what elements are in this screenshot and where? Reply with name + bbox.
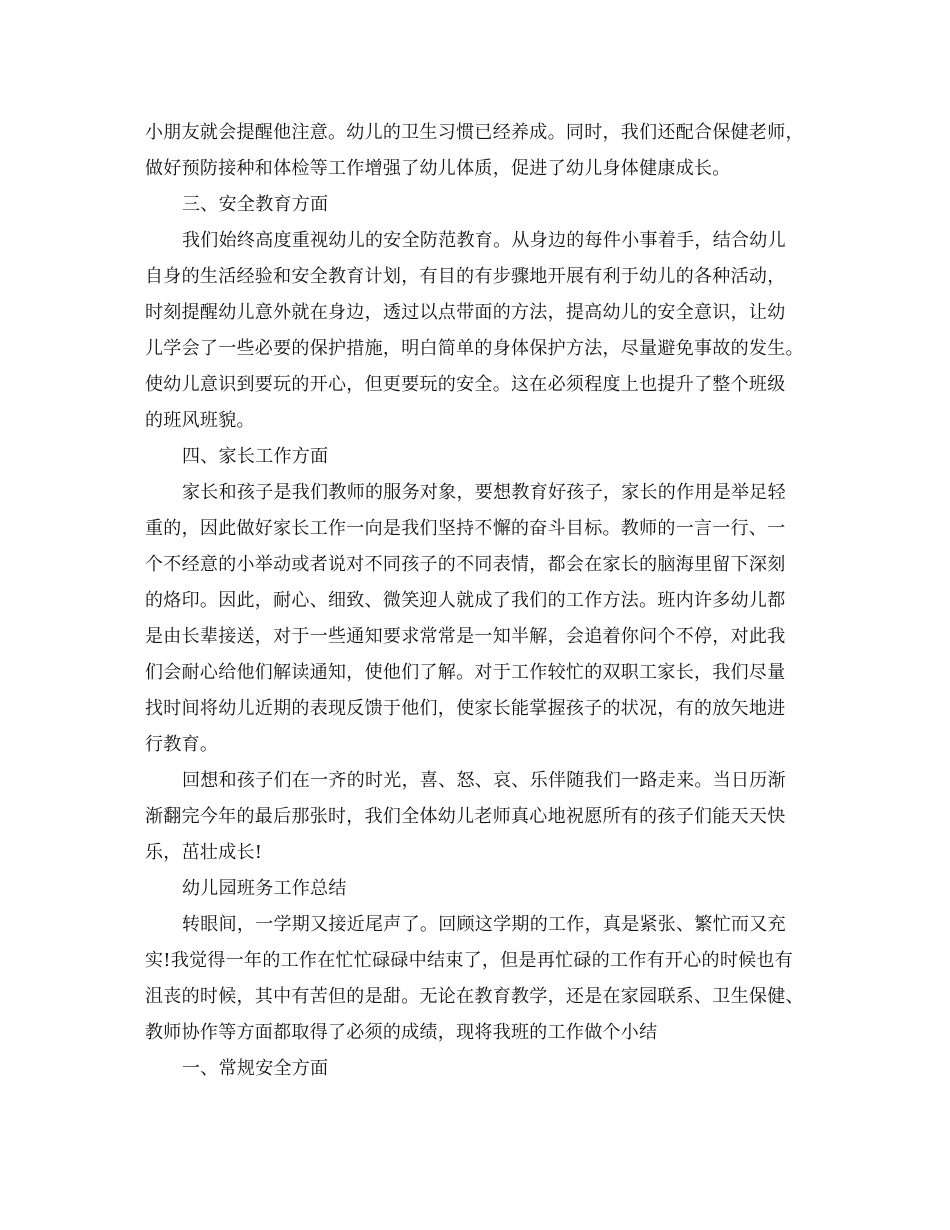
text-line: 重的，因此做好家长工作一向是我们坚持不懈的奋斗目标。教师的一言一行、一 — [145, 518, 786, 539]
text-line: 找时间将幼儿近期的表现反馈于他们，使家长能掌握孩子的状况，有的放矢地进 — [145, 698, 786, 719]
text-line: 做好预防接种和体检等工作增强了幼儿体质，促进了幼儿身体健康成长。 — [145, 158, 731, 179]
text-line: 时刻提醒幼儿意外就在身边，透过以点带面的方法，提高幼儿的安全意识，让幼 — [145, 302, 786, 323]
text-line: 转眼间，一学期又接近尾声了。回顾这学期的工作，真是紧张、繁忙而又充 — [182, 914, 786, 935]
text-line: 使幼儿意识到要玩的开心，但更要玩的安全。这在必须程度上也提升了整个班级 — [145, 374, 786, 395]
text-line: 的班风班貌。 — [145, 410, 255, 431]
text-line: 一、常规安全方面 — [182, 1058, 329, 1079]
text-line: 儿学会了一些必要的保护措施，明白简单的身体保护方法，尽量避免事故的发生。 — [145, 338, 804, 359]
text-line: 是由长辈接送，对于一些通知要求常常是一知半解，会追着你问个不停，对此我 — [145, 626, 786, 647]
document-body — [145, 115, 815, 1087]
text-line: 实!我觉得一年的工作在忙忙碌碌中结束了，但是再忙碌的工作有开心的时候也有 — [145, 950, 794, 971]
text-line: 教师协作等方面都取得了必须的成绩，现将我班的工作做个小结 — [145, 1022, 658, 1043]
text-line: 三、安全教育方面 — [182, 194, 329, 215]
text-line: 乐，茁壮成长! — [145, 842, 263, 863]
text-line: 我们始终高度重视幼儿的安全防范教育。从身边的每件小事着手，结合幼儿 — [182, 230, 786, 251]
text-line: 家长和孩子是我们教师的服务对象，要想教育好孩子，家长的作用是举足轻 — [182, 482, 786, 503]
text-line: 四、家长工作方面 — [182, 446, 329, 467]
text-line: 行教育。 — [145, 734, 219, 755]
text-line: 幼儿园班务工作总结 — [182, 878, 347, 899]
text-line: 回想和孩子们在一齐的时光，喜、怒、哀、乐伴随我们一路走来。当日历渐 — [182, 770, 786, 791]
text-line: 沮丧的时候，其中有苦但的是甜。无论在教育教学，还是在家园联系、卫生保健、 — [145, 986, 804, 1007]
text-line: 个不经意的小举动或者说对不同孩子的不同表情，都会在家长的脑海里留下深刻 — [145, 554, 786, 575]
text-line: 自身的生活经验和安全教育计划，有目的有步骤地开展有利于幼儿的各种活动， — [145, 266, 786, 287]
text-line: 小朋友就会提醒他注意。幼儿的卫生习惯已经养成。同时，我们还配合保健老师， — [145, 122, 804, 143]
text-line: 的烙印。因此，耐心、细致、微笑迎人就成了我们的工作方法。班内许多幼儿都 — [145, 590, 786, 611]
text-line: 们会耐心给他们解读通知，使他们了解。对于工作较忙的双职工家长，我们尽量 — [145, 662, 786, 683]
text-line: 渐翻完今年的最后那张时，我们全体幼儿老师真心地祝愿所有的孩子们能天天快 — [145, 806, 786, 827]
